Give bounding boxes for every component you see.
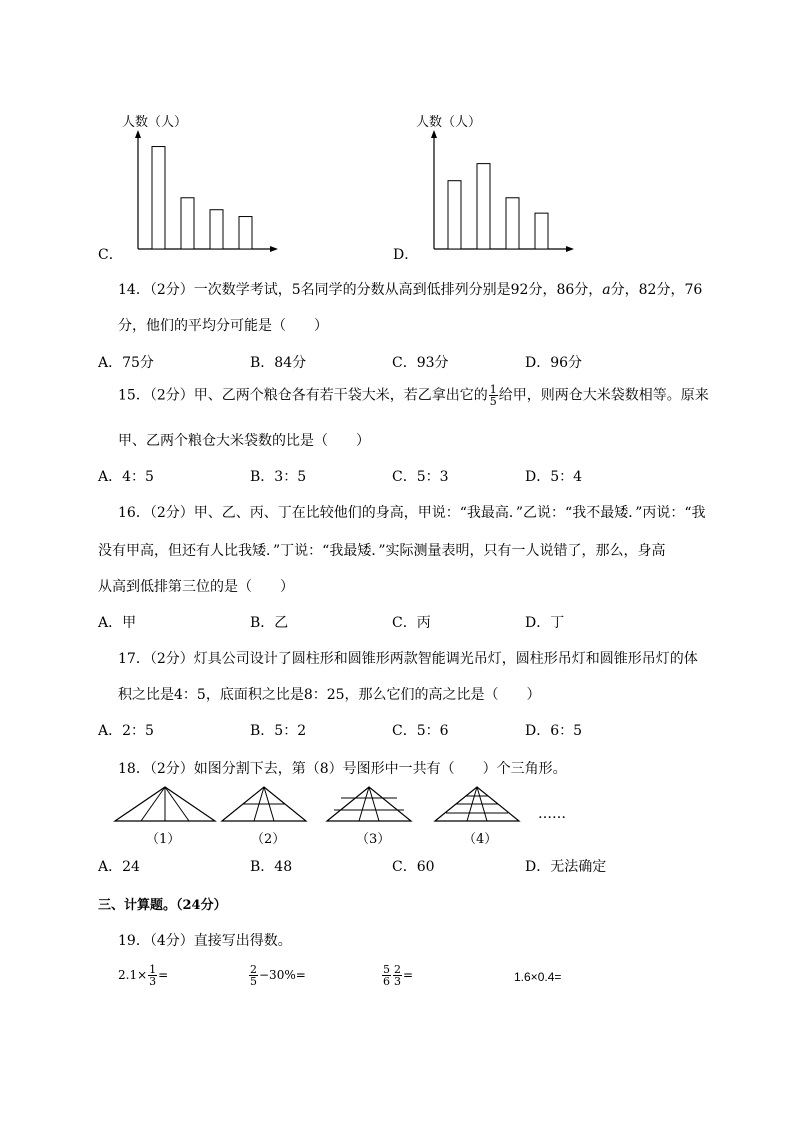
q15-option-a[interactable]: A．4：5 [98, 469, 154, 485]
chart-d-x-axis-arrow [566, 246, 574, 252]
q17-line2: 积之比是4：5，底面积之比是8：25，那么它们的高之比是（ ） [118, 687, 541, 703]
q18-line1: 18．（2分）如图分割下去，第（8）号图形中一共有（ ）个三角形。 [118, 761, 567, 777]
q15-frac-num: 1 [489, 383, 497, 396]
q14-var: a [602, 282, 611, 298]
q19-expr-1 [118, 964, 168, 987]
q15-fraction [489, 384, 498, 407]
chart-c-bar-2 [181, 198, 194, 249]
figure-label-1: （1） [146, 832, 181, 847]
q15-line1 [118, 384, 709, 407]
q16-line1: 16．（2分）甲、乙、丙、丁在比较他们的身高，甲说：“我最高．”乙说：“我不最矮．”丙说：“我 [118, 505, 706, 521]
q19-e2-num: 2 [250, 963, 257, 976]
chart-d-bar-1 [448, 181, 461, 249]
chart-c [130, 126, 280, 256]
chart-d-bar-2 [477, 164, 490, 249]
q15-text-a: 15．（2分）甲、乙两个粮仓各有若干袋大米，若乙拿出它的 [118, 387, 488, 404]
q19-expr-3 [381, 964, 413, 987]
q14-text-a: 14．（2分）一次数学考试，5名同学的分数从高到低排列分别是92分，86分， [118, 282, 603, 298]
q15-text-b: 给甲，则两仓大米袋数相等。原来 [498, 387, 709, 404]
section-3-title: 三、计算题。（24分） [98, 898, 227, 913]
chart-d-ylabel: 人数（人） [416, 115, 482, 130]
q19-e1-den: 3 [149, 975, 157, 988]
triangle-figure-1 [115, 786, 215, 822]
q14-line1 [118, 279, 702, 299]
q19-e3-frac1 [382, 964, 391, 987]
q14-line2: 分，他们的平均分可能是（ ） [118, 318, 328, 334]
q17-option-a[interactable]: A．2：5 [98, 723, 154, 739]
q15-frac-den: 5 [489, 395, 497, 408]
triangle-figure-3 [327, 786, 411, 822]
q17-line1: 17．（2分）灯具公司设计了圆柱形和圆锥形两款智能调光吊灯，圆柱形吊灯和圆锥形吊灯的体 [118, 651, 698, 667]
q18-option-a[interactable]: A．24 [98, 859, 140, 875]
chart-c-bar-4 [239, 217, 252, 249]
q17-option-c[interactable]: C．5：6 [392, 723, 449, 739]
option-c-label: C． [98, 247, 123, 263]
q16-line2: 没有甲高，但还有人比我矮．”丁说：“我最矮．”实际测量表明，只有一人说错了，那么，身高 [98, 543, 666, 559]
chart-c-x-axis-arrow [270, 246, 278, 252]
q19-line1: 19．（4分）直接写出得数。 [118, 933, 292, 949]
q19-e3-post: = [403, 968, 414, 982]
triangle-figure-4 [435, 786, 519, 822]
chart-c-ylabel: 人数（人） [122, 115, 188, 130]
q18-option-d[interactable]: D．无法确定 [525, 859, 607, 875]
chart-d-bar-4 [535, 213, 548, 249]
chart-d [426, 126, 576, 256]
q19-e1-post: = [158, 968, 169, 982]
q19-expr-4: 1.6×0.4= [514, 970, 562, 984]
q14-option-b[interactable]: B．84分 [250, 355, 307, 371]
q15-option-c[interactable]: C．5：3 [392, 469, 449, 485]
q19-e1-frac [148, 964, 157, 987]
chart-c-bar-1 [152, 147, 165, 249]
q16-option-d[interactable]: D．丁 [525, 615, 565, 631]
chart-d-bar-3 [506, 198, 519, 249]
q16-option-c[interactable]: C．丙 [392, 615, 431, 631]
q19-e2-den: 5 [250, 975, 257, 988]
q14-text-b: 分，82分，76 [610, 282, 703, 298]
figure-label-3: （3） [356, 832, 391, 847]
q17-option-d[interactable]: D．6：5 [525, 723, 583, 739]
triangle-figure-2 [222, 786, 306, 822]
q14-option-d[interactable]: D．96分 [525, 355, 583, 371]
q19-e3-num2: 2 [394, 963, 401, 976]
q15-line2: 甲、乙两个粮仓大米袋数的比是（ ） [118, 433, 370, 449]
q19-e3-den1: 6 [383, 975, 390, 988]
q19-expr-2 [248, 964, 306, 987]
q19-e3-frac2 [393, 964, 402, 987]
q14-option-a[interactable]: A．75分 [98, 355, 154, 371]
q15-option-b[interactable]: B．3：5 [250, 469, 307, 485]
figure-label-4: （4） [463, 832, 498, 847]
chart-c-y-axis-arrow [135, 130, 141, 138]
figure-label-2: （2） [251, 832, 286, 847]
q19-e1-pre: 2.1× [118, 968, 148, 982]
option-d-label: D． [393, 247, 419, 263]
q15-option-d[interactable]: D．5：4 [525, 469, 583, 485]
q18-option-b[interactable]: B．48 [250, 859, 293, 875]
q19-e3-num1: 5 [383, 963, 390, 976]
q16-option-b[interactable]: B．乙 [250, 615, 289, 631]
q14-option-c[interactable]: C．93分 [392, 355, 449, 371]
q19-e1-num: 1 [149, 963, 157, 976]
chart-d-y-axis-arrow [431, 130, 437, 138]
q18-option-c[interactable]: C．60 [392, 859, 435, 875]
q19-e2-frac [249, 964, 258, 987]
q19-e2-post: −30%= [259, 968, 306, 982]
figure-ellipsis: …… [538, 806, 566, 822]
q17-option-b[interactable]: B．5：2 [250, 723, 307, 739]
q16-line3: 从高到低排第三位的是（ ） [98, 579, 294, 595]
q19-e3-den2: 3 [394, 975, 401, 988]
chart-c-bar-3 [210, 210, 223, 249]
q16-option-a[interactable]: A．甲 [98, 615, 137, 631]
